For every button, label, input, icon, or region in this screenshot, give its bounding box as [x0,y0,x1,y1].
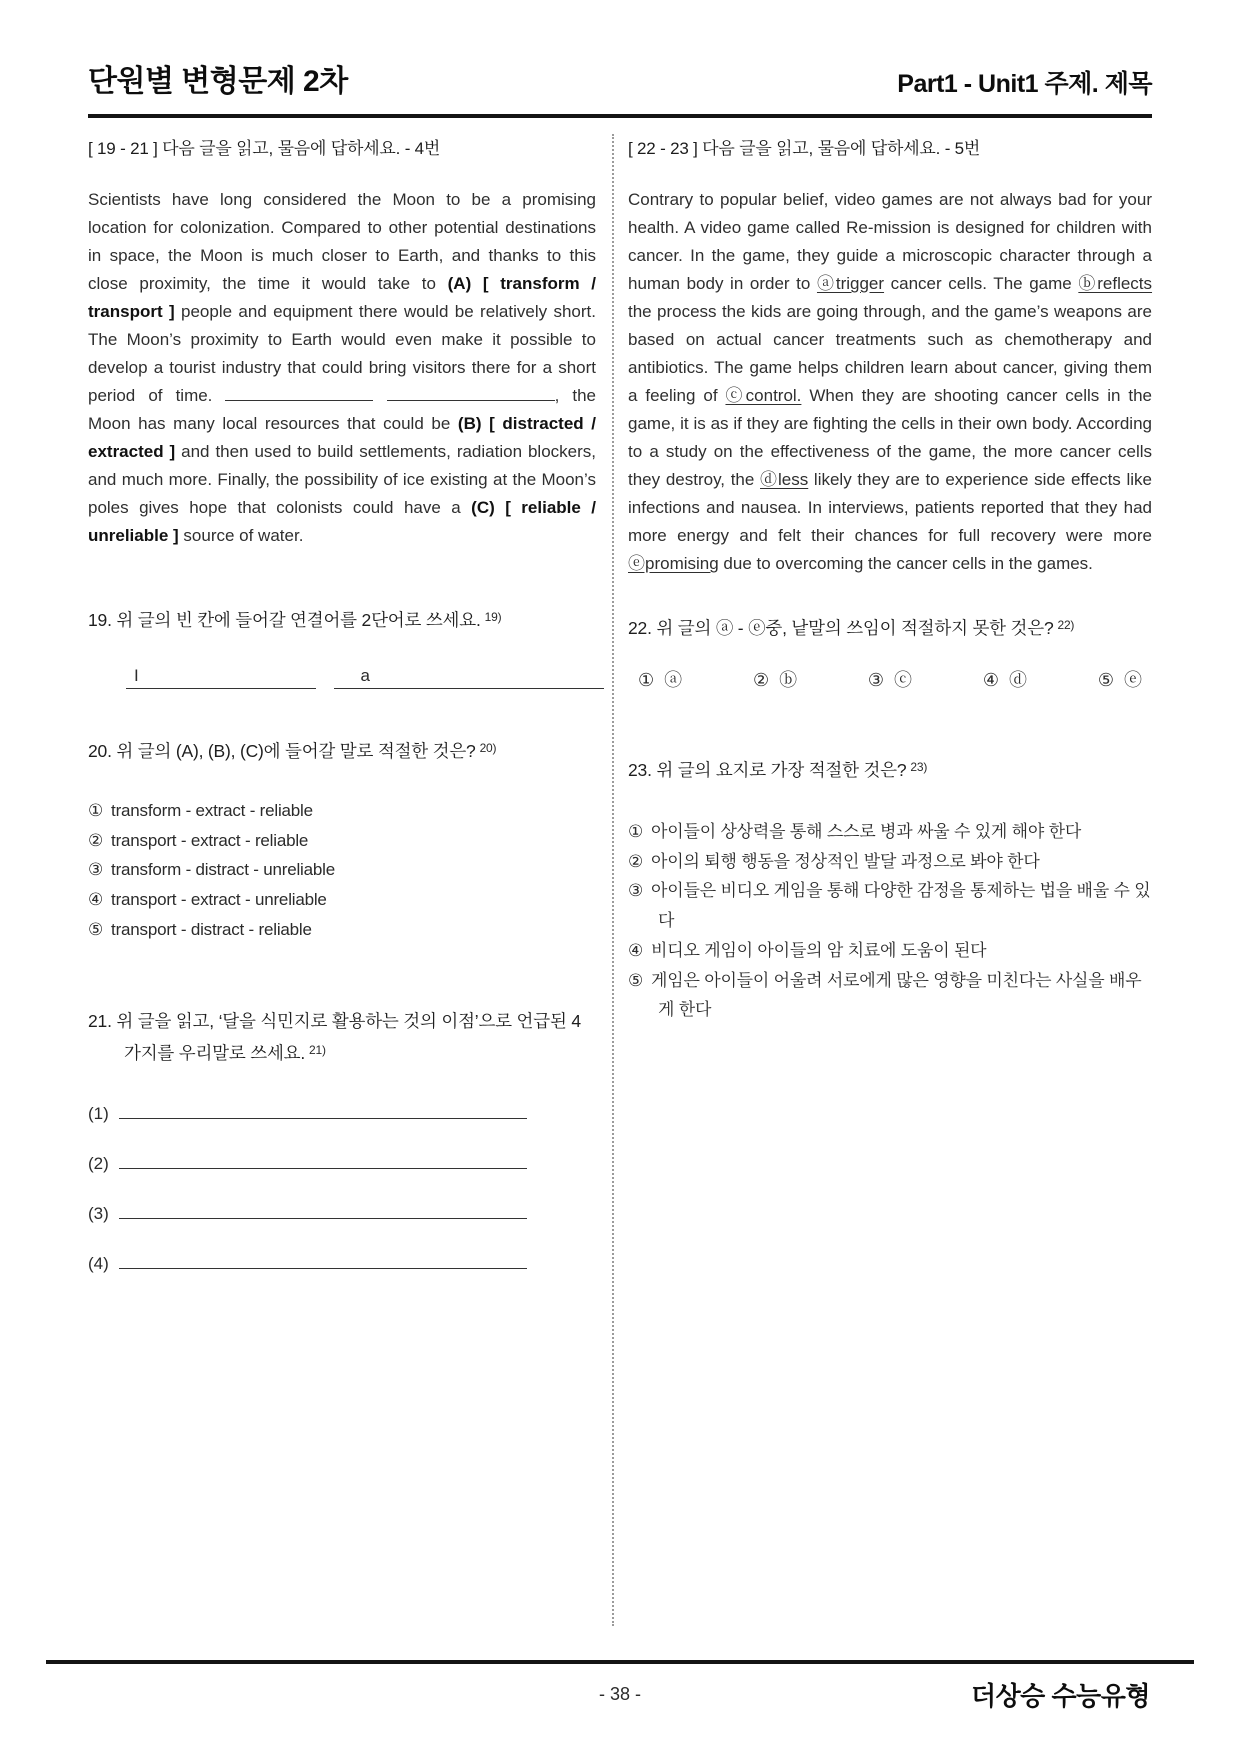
option-letter: ⓔ [1123,670,1142,691]
question-21-ref: 21) [309,1042,326,1057]
blank-line [119,1201,527,1219]
reading-passage-video-games [628,186,1152,578]
question-19-text: 위 글의 빈 칸에 들어갈 연결어를 2단어로 쓰세요. [116,610,481,630]
answer-blank-1: I [126,666,316,689]
option-row [88,915,596,945]
option-number: ③ [88,860,104,880]
question-20 [88,735,596,767]
option-pair [638,666,682,692]
option-row [88,796,596,826]
option-text: transport - extract - reliable [111,830,309,850]
page-title: 단원별 변형문제 2차 [88,65,348,98]
blank-line [119,1151,527,1169]
footer-rule [46,1660,1194,1664]
blank-label: (3) [88,1204,109,1224]
option-number: ① [628,821,644,841]
answer-blank-2: a [334,666,604,689]
passage-segment: ⓑreflects [1078,274,1153,293]
option-number: ② [628,851,644,871]
blank-line [119,1101,527,1119]
blank-label: (4) [88,1254,109,1274]
instruction-right: [ 22 - 23 ] 다음 글을 읽고, 물음에 답하세요. - 5번 [628,139,981,158]
passage-segment: (A) [ transform / transport ] [88,274,597,321]
passage-segment: due to overcoming the cancer cells in the games. [718,554,1093,573]
option-number: ③ [867,670,885,691]
option-text: transform - extract - reliable [111,800,313,820]
question-20-ref: 20) [479,741,497,756]
content-area [88,118,1152,1626]
page-subtitle: Part1 - Unit1 주제. 제목 [897,70,1152,98]
write-blank-row [88,1201,596,1224]
option-pair [868,666,912,692]
passage-segment: ⓓless [760,470,809,489]
passage-segment: likely they are to experience side effects like infections and nausea. In interviews, patients reported that they had more energy and felt their chances for full recovery were more [628,470,1152,545]
option-letter: ⓐ [664,670,683,691]
write-blank-row [88,1251,596,1274]
option-number: ① [638,670,655,691]
question-23 [628,754,1152,786]
option-letter: ⓓ [1009,670,1027,691]
option-text: 비디오 게임이 아이들의 암 치료에 도움이 된다 [651,940,987,960]
passage-segment: Contrary to popular belief, video games are not always bad for your health. A video game called Re-mission is designed for children with cancer. In the game, they guide a microscopic character through a human body in order to [628,190,1152,293]
option-number: ③ [628,881,644,901]
page-header [88,56,1152,100]
question-20-options [88,796,596,945]
reading-passage-moon [88,186,596,550]
option-number: ② [752,670,770,691]
question-23-number: 23. [628,760,652,781]
option-number: ⑤ [628,970,644,990]
question-19-number: 19. [88,610,112,630]
page-number: - 38 - [598,1684,641,1704]
question-22-number: 22. [628,618,652,638]
option-text: 아이들은 비디오 게임을 통해 다양한 감정을 통제하는 법을 배울 수 있다 [651,881,1151,930]
passage-segment: Scientists have long considered the Moon to be a promising location for colonization. Compared to other potential destinations in space, the Moon is much closer to Earth, and thanks to this close proximity, the time it would take to [88,190,596,293]
option-number: ④ [982,670,999,691]
passage-segment: (C) [ reliable / unreliable ] [88,498,597,545]
passage-segment: people and equipment there would be relatively short. The Moon’s proximity to Earth would even make it possible to develop a tourist industry that could bring visitors there for a short period of time. [88,302,596,405]
passage-segment: source of water. [178,526,304,545]
inline-blank [225,383,373,401]
option-row [88,855,596,885]
question-22-options [628,666,1152,692]
blank-line [119,1251,527,1269]
write-blank-row [88,1101,596,1124]
option-letter: ⓑ [779,670,798,691]
question-22 [628,612,1152,644]
option-text: 아이들이 상상력을 통해 스스로 병과 싸울 수 있게 해야 한다 [651,821,1082,841]
question-21 [88,1005,596,1070]
question-19 [88,604,596,636]
option-pair [983,666,1027,692]
option-number: ① [88,800,104,820]
option-number: ⑤ [88,919,104,939]
option-row [628,847,1152,877]
option-number: ⑤ [1097,670,1114,691]
option-text: transport - distract - reliable [111,919,312,939]
option-text: transport - extract - unreliable [111,890,327,909]
option-letter: ⓒ [894,670,913,691]
question-19-ref: 19) [484,610,502,624]
passage-segment: and then used to build settlements, radiation blockers, and much more. Finally, the possibility of ice existing at the Moon’s poles gives hope that colonists could have a [88,442,596,517]
passage-segment: (B) [ distracted / extracted ] [88,414,596,461]
passage-segment: the process the kids are going through, and the game’s weapons are based on actual cancer treatments such as chemotherapy and antibiotics. The game helps children learn about cancer, giving them a feeling of [628,302,1152,405]
option-row [628,876,1152,936]
option-number: ④ [88,890,104,909]
question-21-text: 위 글을 읽고, ‘달을 식민지로 활용하는 것의 이점’으로 언급된 4가지를 우리말로 쓰세요. [116,1010,581,1063]
passage-segment: ⓔpromising [628,554,719,573]
passage-segment: , the Moon has many local resources that could be [88,386,596,433]
right-column [628,134,1152,1626]
instruction-left: [ 19 - 21 ] 다음 글을 읽고, 물음에 답하세요. - 4번 [88,139,441,158]
question-20-number: 20. [88,741,112,762]
passage-segment: ⓒcontrol. [725,386,802,405]
question-22-text: 위 글의 ⓐ - ⓔ중, 낱말의 쓰임이 적절하지 못한 것은? [656,618,1054,638]
question-23-ref: 23) [910,760,928,775]
inline-blank [387,383,555,401]
option-pair [1098,666,1142,692]
option-row [88,885,596,915]
passage-segment: cancer cells. The game [884,274,1079,293]
option-row [628,966,1152,1026]
left-column [88,134,596,1626]
passage-segment: ⓐtrigger [816,274,885,293]
question-23-text: 위 글의 요지로 가장 적절한 것은? [656,760,907,781]
option-row [88,826,596,856]
write-blank-row [88,1151,596,1174]
column-divider [612,134,614,1626]
question-23-options [628,817,1152,1025]
question-19-answer-blanks [88,666,596,689]
option-row [628,936,1152,966]
option-text: 게임은 아이들이 어울려 서로에게 많은 영향을 미친다는 사실을 배우게 한다 [651,970,1142,1020]
option-text: 아이의 퇴행 행동을 정상적인 발달 과정으로 봐야 한다 [651,851,1040,871]
question-21-answer-blanks [88,1101,596,1274]
blank-label: (2) [88,1154,109,1174]
blank-label: (1) [88,1104,109,1124]
question-21-number: 21. [88,1010,112,1031]
option-text: transform - distract - unreliable [111,860,335,880]
option-number: ② [88,830,104,850]
option-row [628,817,1152,847]
passage-segment: When they are shooting cancer cells in the game, it is as if they are fighting the cells in their own body. According to a study on the effectiveness of the game, the more cancer cells they destroy, the [628,386,1152,489]
question-22-ref: 22) [1057,618,1075,632]
option-pair [753,666,797,692]
brand-name: 더상승 수능유형 [970,1681,1150,1711]
option-number: ④ [628,940,644,960]
passage-segment [373,386,386,405]
question-20-text: 위 글의 (A), (B), (C)에 들어갈 말로 적절한 것은? [116,741,476,762]
